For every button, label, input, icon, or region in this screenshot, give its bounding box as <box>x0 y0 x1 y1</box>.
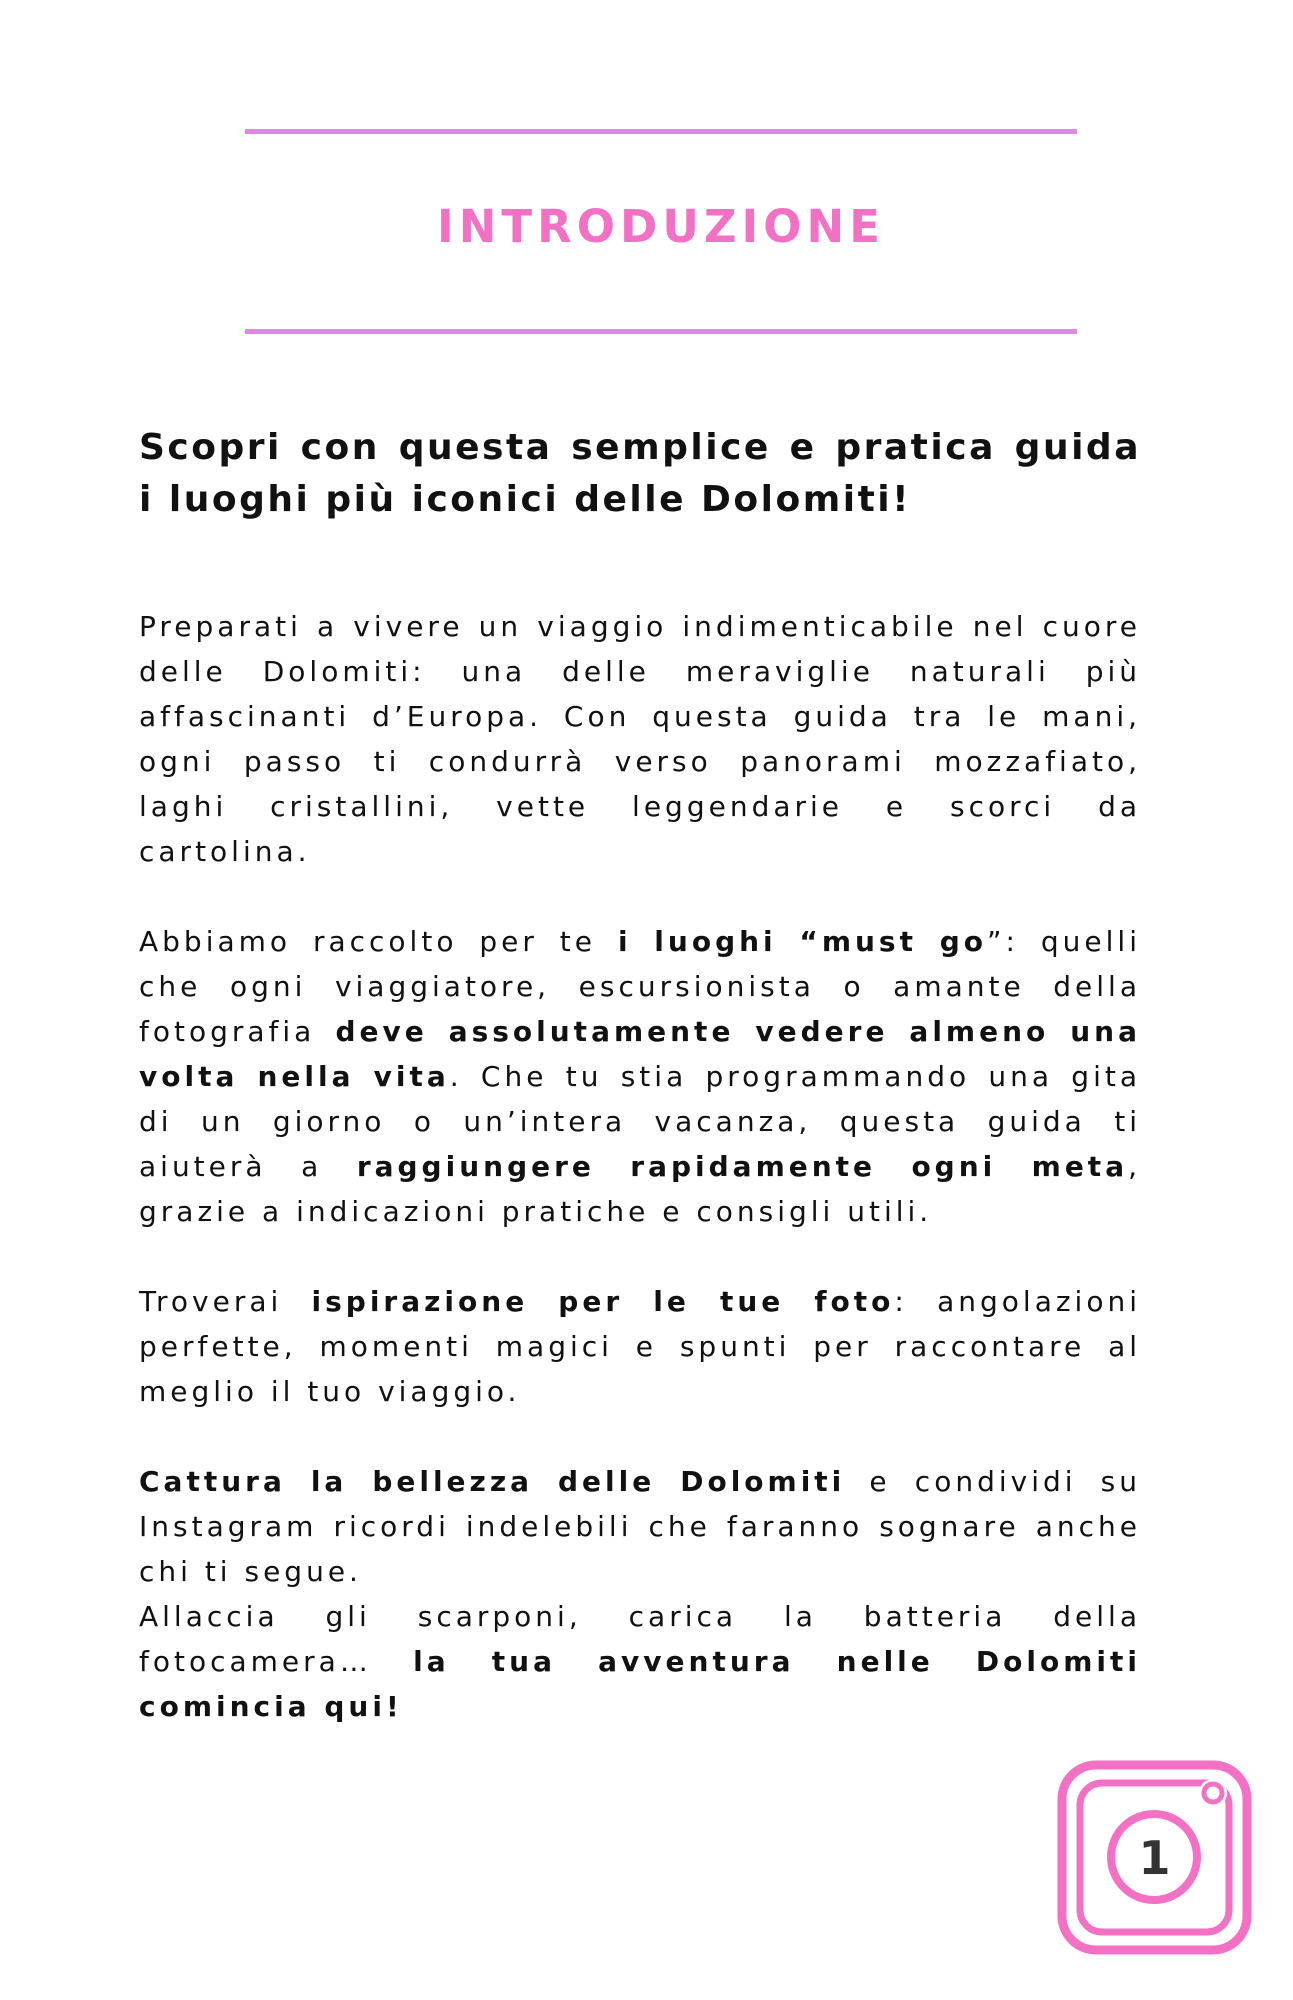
text-span: Allaccia gli scarponi, carica la batteria della fotocamera… <box>139 1600 1141 1678</box>
bold-span: Cattura la bellezza delle Dolomiti <box>139 1465 846 1498</box>
paragraph-intro: Preparati a vivere un viaggio indimenticabile nel cuore delle Dolomiti: una delle meraviglie naturali più affascinanti d’Europa. Con questa guida tra le mani, ogni passo ti condurrà verso panorami mozzafiato, laghi cristallini, vette leggendarie e scorci da cartolina. <box>139 610 1141 868</box>
headline: Scopri con questa semplice e pratica guida i luoghi più iconici delle Dolomiti! <box>139 427 1141 520</box>
page-number-badge <box>1057 1760 1252 1955</box>
section-title: INTRODUZIONE <box>437 200 885 253</box>
page-number: 1 <box>1138 1831 1171 1885</box>
paragraph-photos <box>139 1279 1141 1414</box>
bold-span: i luoghi “must go <box>617 925 988 958</box>
text-span: , grazie a indicazioni pratiche e consigli utili. <box>139 1150 1141 1228</box>
bold-span: la tua avventura nelle Dolomiti comincia qui! <box>139 1645 1141 1723</box>
top-divider <box>245 129 1077 134</box>
text-span: Troverai <box>139 1285 312 1318</box>
paragraph-instagram <box>139 1459 1141 1594</box>
text-span: . Che tu stia programmando una gita di un giorno o un’intera vacanza, questa guida ti aiuterà a <box>139 1060 1141 1183</box>
text-span: ”: quelli che ogni viaggiatore, escursionista o amante della fotografia <box>139 925 1141 1048</box>
text-span: e condividi su Instagram ricordi indelebili che faranno sognare anche chi ti segue. <box>139 1465 1142 1588</box>
paragraph-must-go <box>139 919 1141 1234</box>
body-text <box>139 604 1141 1729</box>
text-span: : angolazioni perfette, momenti magici e spunti per raccontare al meglio il tuo viaggio. <box>139 1285 1141 1408</box>
bold-span: deve assolutamente vedere almeno una volta nella vita <box>139 1015 1141 1093</box>
paragraph-closing <box>139 1594 1141 1729</box>
bold-span: raggiungere rapidamente ogni meta <box>356 1150 1129 1183</box>
bottom-divider <box>245 329 1077 334</box>
bold-span: ispirazione per le tue foto <box>311 1285 895 1318</box>
text-span: Abbiamo raccolto per te <box>139 925 618 958</box>
